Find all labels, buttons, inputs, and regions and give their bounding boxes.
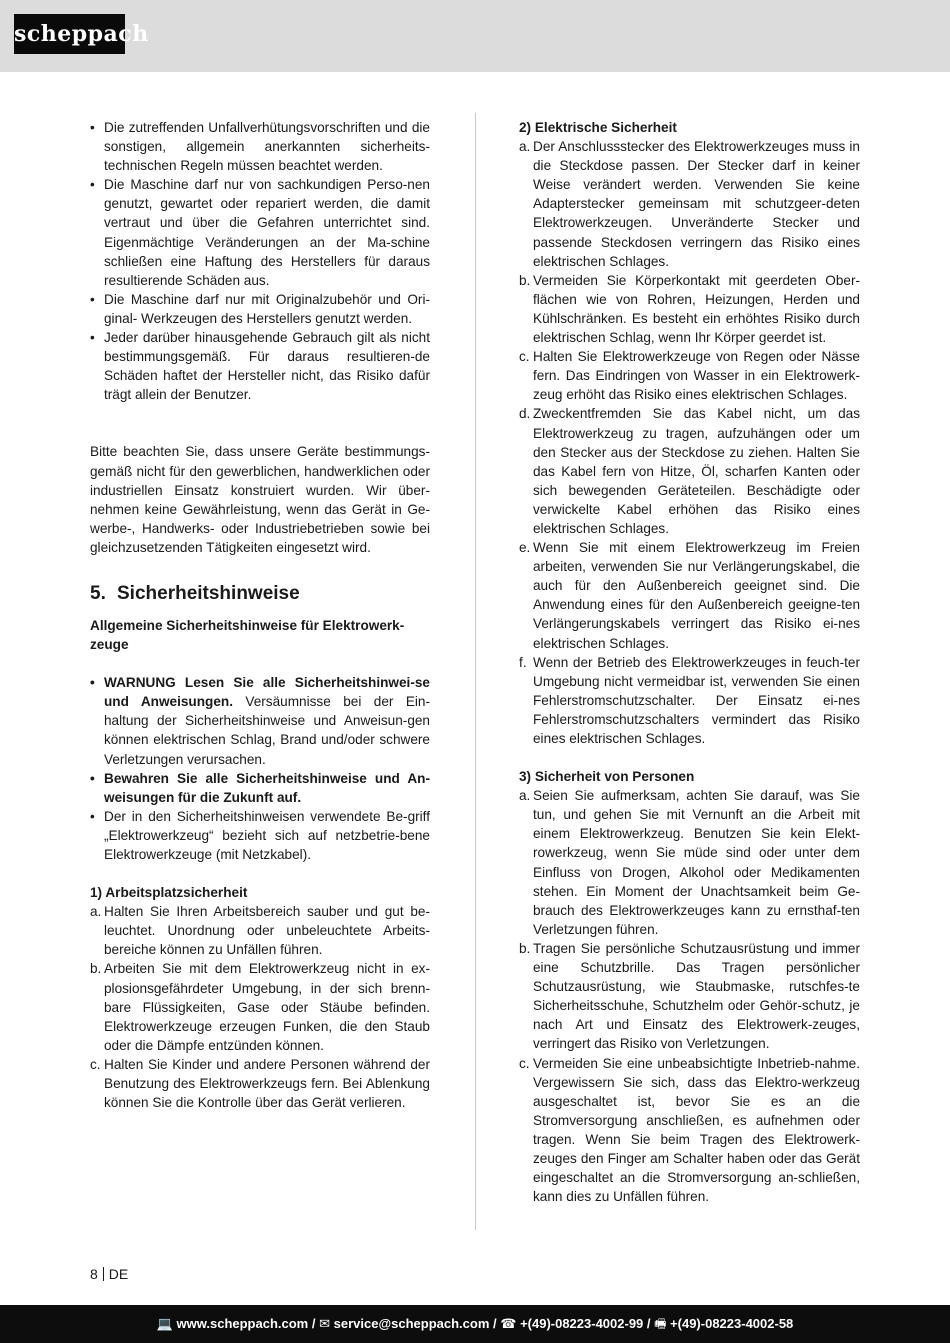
column-divider <box>475 113 476 1230</box>
electrical-item-d: d. Zweckentfremden Sie das Kabel nicht, um das Elektrowerkzeug zu tragen, aufzuhängen oder um den Stecker aus der Steckdose zu ziehen. Halten Sie das Kabel fern von Hitze, Öl, scharfen Kanten oder sich bewegenden Geräteteilen. Beschädigte oder verwickelte Kabel erhöhen das Risiko eines elektrischen Schlages. <box>519 406 860 536</box>
footer-website[interactable]: www.scheppach.com <box>176 1316 309 1331</box>
intro-bullet-1: • Die zutreffenden Unfallverhütungsvorschriften und die sonstigen, allgemein anerkannten sicherheits-technischen Regeln müssen beachtet werden. <box>90 120 430 174</box>
intro-bullet-2: • Die Maschine darf nur von sachkundigen Perso-nen genutzt, gewartet oder repariert werden, die damit vertraut und über die Gefahren unterrichtet sind. Eigenmächtige Veränderungen an der Ma-schine schließen eine Haftung des Herstellers für daraus resultierende Schäden aus. <box>90 177 430 288</box>
warning-bullet: • WARNUNG Lesen Sie alle Sicherheitshinwei-se und Anweisungen. Versäumnisse bei der Ein-haltung der Sicherheitshinweise und Anweisun-gen können elektrischen Schlag, Brand und/oder schwere Verletzungen verursachen. <box>90 675 431 767</box>
footer-contact-bar: 💻 www.scheppach.com / ✉ service@scheppach.com / ☎ +(49)-08223-4002-99 / 🖷 +(49)-08223-4002-58 <box>0 1305 950 1343</box>
electrical-item-f: f. Wenn der Betrieb des Elektrowerkzeuges in feuch-ter Umgebung nicht vermeidbar ist, verwenden Sie einen Fehlerstromschutzschalter. Der Einsatz ei-nes Fehlerstromschutzschalters vermindert das Risiko eines elektrischen Schlages. <box>519 654 860 746</box>
scheppach-logo: scheppach <box>14 14 125 54</box>
intro-bullet-3: • Die Maschine darf nur mit Originalzubehör und Ori-ginal- Werkzeugen des Herstellers genutzt werden. <box>90 291 430 326</box>
left-column <box>90 118 430 1112</box>
keep-instructions-bullet: • Bewahren Sie alle Sicherheitshinweise und An-weisungen für die Zukunft auf. <box>90 770 430 805</box>
electrical-item-e: e. Wenn Sie mit einem Elektrowerkzeug im Freien arbeiten, verwenden Sie nur Verlängerungskabel, die auch für den Außenbereich geeignet sind. Die Anwendung eines für den Außenbereich geeigne-ten Verlängerungskabels verringert das Risiko ei-nes elektrischen Schlages. <box>519 540 860 651</box>
term-bullet: • Der in den Sicherheitshinweisen verwendete Be-griff „Elektrowerkzeug“ bezieht sich auf netzbetrie-bene Elektrowerkzeuge (mit Netzkabel). <box>90 808 430 862</box>
intro-bullet-4: • Jeder darüber hinausgehende Gebrauch gilt als nicht bestimmungsgemäß. Für daraus resultieren-de Schäden haftet der Hersteller nicht, das Risiko dafür trägt allein der Benutzer. <box>90 330 430 403</box>
subsection-heading: Allgemeine Sicherheitshinweise für Elektrowerk-zeuge <box>90 617 405 653</box>
electrical-item-c: c. Halten Sie Elektrowerkzeuge von Regen oder Nässe fern. Das Eindringen von Wasser in ein Elektrowerk-zeug erhöht das Risiko eines elektrischen Schlages. <box>519 349 860 403</box>
section-heading: 5. Sicherheitshinweise <box>90 582 300 604</box>
mail-icon: ✉ <box>319 1316 330 1331</box>
footer-phone: +(49)-08223-4002-99 <box>520 1316 644 1331</box>
electrical-heading: 2) Elektrische Sicherheit <box>519 120 677 135</box>
persons-heading: 3) Sicherheit von Personen <box>519 769 695 785</box>
workplace-item-c: c. Halten Sie Kinder und andere Personen während der Benutzung des Elektrowerkzeugs fern. Bei Ablenkung können Sie die Kontrolle über das Gerät verlieren. <box>90 1056 430 1111</box>
workplace-item-a: a. Halten Sie Ihren Arbeitsbereich sauber und gut be-leuchtet. Unordnung oder unbeleuchtete Arbeits-bereiche können zu Unfällen führen. <box>90 904 430 958</box>
persons-item-c: c. Vermeiden Sie eine unbeabsichtigte Inbetrieb-nahme. Vergewissern Sie sich, dass das Elektro-werkzeug ausgeschaltet ist, bevor Sie es an die Stromversorgung anschließen, es aufnehmen oder tragen. Wenn Sie beim Tragen des Elektrowerk-zeuges den Finger am Schalter haben oder das Gerät eingeschaltet an die Stromversorgung an-schließen, kann dies zu Unfällen führen. <box>519 1055 860 1205</box>
intro-paragraph: Bitte beachten Sie, dass unsere Geräte bestimmungs-gemäß nicht für den gewerblichen, handwerklichen oder industriellen Einsatz konstruiert wurden. Wir über-nehmen keine Gewährleistung, wenn das Gerät in Ge-werbe-, Handwerks- oder Industriebetrieben sowie bei gleichzusetzenden Tätigkeiten eingesetzt wird. <box>90 444 430 555</box>
phone-icon: ☎ <box>500 1316 517 1331</box>
workplace-item-b: b. Arbeiten Sie mit dem Elektrowerkzeug nicht in ex-plosionsgefährdeter Umgebung, in der sich brenn-bare Flüssigkeiten, Gase oder Stäube befinden. Elektrowerkzeuge erzeugen Funken, die den Staub oder die Dämpfe entzünden können. <box>90 961 430 1053</box>
electrical-item-b: b. Vermeiden Sie Körperkontakt mit geerdeten Ober-flächen wie von Rohren, Heizungen, Herden und Kühlschränken. Es besteht ein erhöhtes Risiko durch elektrischen Schlag, wenn Ihr Körper geerdet ist. <box>519 272 860 346</box>
persons-item-b: b. Tragen Sie persönliche Schutzausrüstung und immer eine Schutzbrille. Das Tragen persönlicher Schutzausrüstung, wie Staubmaske, rutschfes-te Sicherheitsschuhe, Schutzhelm oder Gehör-schutz, je nach Art und Einsatz des Elektrowerk-zeuges, verringert das Risiko von Verletzungen. <box>519 940 860 1052</box>
right-column <box>519 118 860 1206</box>
persons-item-a: a. Seien Sie aufmerksam, achten Sie darauf, was Sie tun, und gehen Sie mit Vernunft an die Arbeit mit einem Elektrowerkzeug. Benutzen Sie kein Elekt-rowerkzeug, wenn Sie müde sind oder unter dem Einfluss von Drogen, Alkohol oder Medikamenten stehen. Ein Moment der Unachtsamkeit beim Ge-brauch des Elektrowerkzeuges kann zu ernsthaf-ten Verletzungen führen. <box>519 788 860 937</box>
fax-icon: 🖷 <box>654 1316 667 1331</box>
page-number: 8 DE <box>90 1266 129 1282</box>
footer-fax: +(49)-08223-4002-58 <box>670 1316 794 1331</box>
footer-email[interactable]: service@scheppach.com <box>333 1316 490 1331</box>
electrical-item-a: a. Der Anschlussstecker des Elektrowerkzeuges muss in die Steckdose passen. Der Stecker darf in keiner Weise verändert werden. Verwenden Sie keine Adapterstecker gemeinsam mit schutzgeer-deten Elektrowerkzeugen. Unveränderte Stecker und passende Steckdosen verringern das Risiko eines elektrischen Schlages. <box>519 139 860 269</box>
workplace-heading: 1) Arbeitsplatzsicherheit <box>90 885 248 901</box>
computer-icon: 💻 <box>156 1316 173 1331</box>
header-bar <box>0 0 950 72</box>
